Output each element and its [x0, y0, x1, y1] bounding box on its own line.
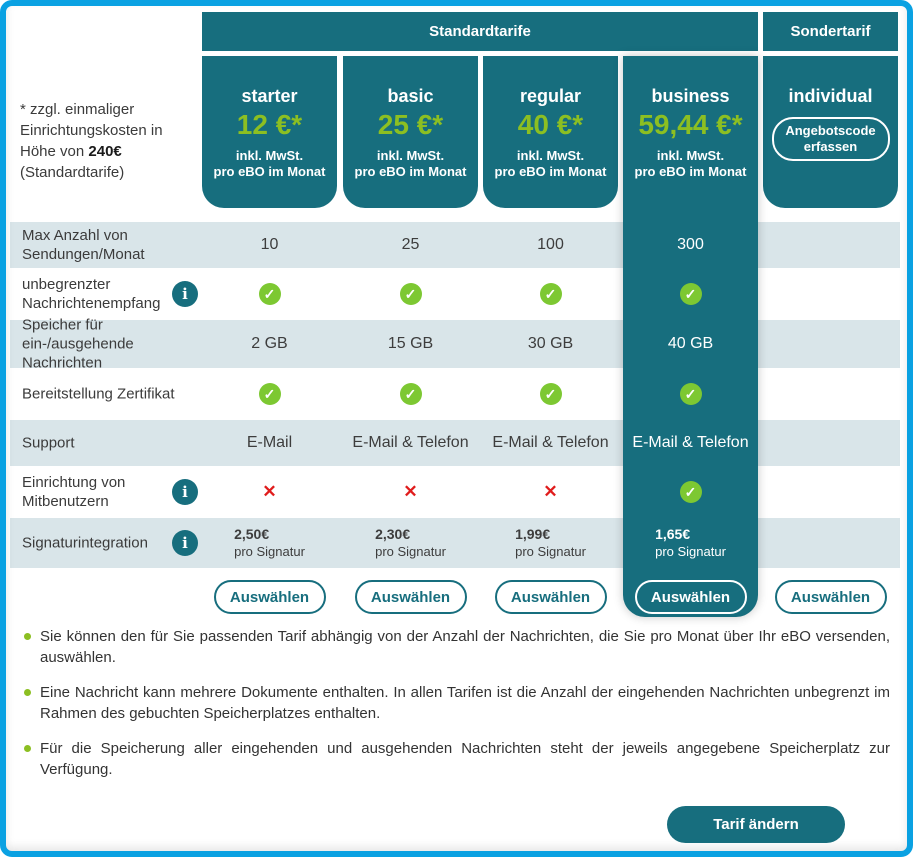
- feature-cell: 15 GB: [387, 335, 434, 352]
- feature-cell: 25: [401, 236, 420, 253]
- feature-cell: [403, 482, 417, 502]
- table-row: [10, 268, 900, 320]
- feature-cell: [543, 482, 557, 502]
- feature-cell: [259, 283, 281, 305]
- row-label: Einrichtung von Mitbenutzern: [22, 474, 126, 510]
- bullet-item: Eine Nachricht kann mehrere Dokumente enthalten. In allen Tarifen ist die Anzahl der eingehenden Nachrichten unbegrenzt im Rahmen des gebuchten Speicherplatzes enthalten.: [22, 682, 890, 724]
- table-row: [10, 466, 900, 518]
- feature-cell: [259, 383, 281, 405]
- check-icon: ✓: [680, 383, 702, 405]
- feature-cell: E-Mail & Telefon: [352, 434, 469, 451]
- plan-price: 25 €*: [377, 109, 444, 140]
- plan-card-basic: [343, 56, 478, 208]
- row-label: Speicher für ein-/ausgehende Nachrichten: [22, 316, 134, 372]
- plan-per-note: pro eBO im Monat: [213, 164, 326, 179]
- signature-price-cell: [234, 525, 305, 561]
- angebotscode-erfassen-button[interactable]: Angebotscode erfassen: [772, 117, 890, 161]
- feature-cell: 300: [677, 236, 704, 253]
- plan-name: regular: [519, 86, 582, 106]
- row-label: unbegrenzter Nachrichtenempfang: [22, 276, 161, 312]
- plan-per-note: pro eBO im Monat: [354, 164, 467, 179]
- plan-name: starter: [241, 86, 298, 106]
- feature-cell: E-Mail & Telefon: [632, 434, 749, 451]
- signature-price-unit: pro Signatur: [515, 544, 586, 559]
- plan-tax-note: inkl. MwSt.: [235, 148, 304, 163]
- plan-name: individual: [788, 86, 873, 106]
- tarif-aendern-button[interactable]: Tarif ändern: [667, 806, 845, 843]
- feature-cell: 10: [260, 236, 279, 253]
- bullet-item: Sie können den für Sie passenden Tarif abhängig von der Anzahl der Nachrichten, die Sie pro Monat über Ihr eBO versenden, auswählen.: [22, 626, 890, 668]
- auswaehlen-button-starter[interactable]: Auswählen: [214, 580, 326, 614]
- check-icon: ✓: [680, 283, 702, 305]
- feature-cell: 40 GB: [667, 335, 714, 352]
- check-icon: ✓: [540, 283, 562, 305]
- feature-cell: 30 GB: [527, 335, 574, 352]
- feature-cell: E-Mail: [246, 434, 293, 451]
- plan-name: basic: [387, 86, 434, 106]
- signature-price-amount: 1,99€: [515, 526, 551, 542]
- feature-cell: [680, 383, 702, 405]
- check-icon: ✓: [680, 481, 702, 503]
- note-text: * zzgl. einmaliger Einrichtungskosten in Höhe von: [20, 101, 163, 160]
- info-icon[interactable]: i: [172, 281, 198, 307]
- signature-price-unit: pro Signatur: [234, 544, 305, 559]
- signature-price-amount: 2,50€: [234, 526, 270, 542]
- check-icon: ✓: [259, 383, 281, 405]
- table-row: [10, 420, 900, 466]
- signature-price-cell: [655, 525, 726, 561]
- feature-cell: [680, 283, 702, 305]
- plan-card-starter: [202, 56, 337, 208]
- cross-icon: ✕: [403, 482, 418, 501]
- group-header-standardtarife: Standardtarife: [202, 12, 758, 51]
- row-label: Support: [22, 434, 75, 452]
- plan-name: business: [651, 86, 730, 106]
- info-bullet-list: [22, 626, 890, 794]
- auswaehlen-button-regular[interactable]: Auswählen: [495, 580, 607, 614]
- auswaehlen-button-business[interactable]: Auswählen: [635, 580, 747, 614]
- info-icon[interactable]: i: [172, 479, 198, 505]
- table-row: [10, 316, 900, 372]
- feature-cell: [262, 482, 276, 502]
- plan-card-individual: [763, 56, 898, 208]
- row-label: Bereitstellung Zertifikat: [22, 385, 175, 403]
- cross-icon: ✕: [262, 482, 277, 501]
- plan-price: 40 €*: [517, 109, 584, 140]
- bullet-item: Für die Speicherung aller eingehenden und ausgehenden Nachrichten steht der jeweils angegebene Speicherplatz zur Verfügung.: [22, 738, 890, 780]
- feature-cell: [540, 383, 562, 405]
- plan-tax-note: inkl. MwSt.: [516, 148, 585, 163]
- setup-cost-note: [20, 99, 192, 183]
- feature-cell: 2 GB: [251, 335, 288, 352]
- group-header-sondertarif: Sondertarif: [763, 12, 898, 51]
- plan-tax-note: inkl. MwSt.: [376, 148, 445, 163]
- plan-tax-note: inkl. MwSt.: [656, 148, 725, 163]
- signature-price-amount: 1,65€: [655, 526, 691, 542]
- feature-cell: [400, 383, 422, 405]
- row-label: Max Anzahl von Sendungen/Monat: [22, 227, 145, 263]
- signature-price-unit: pro Signatur: [375, 544, 446, 559]
- signature-price-unit: pro Signatur: [655, 544, 726, 559]
- table-row: [10, 222, 900, 268]
- signature-price-cell: [375, 525, 446, 561]
- plan-per-note: pro eBO im Monat: [494, 164, 607, 179]
- info-icon[interactable]: i: [172, 530, 198, 556]
- check-icon: ✓: [540, 383, 562, 405]
- feature-cell: [540, 283, 562, 305]
- note-bold-amount: 240€: [88, 143, 122, 160]
- signature-price-cell: [515, 525, 586, 561]
- auswaehlen-button-basic[interactable]: Auswählen: [355, 580, 467, 614]
- table-row: [10, 368, 900, 420]
- check-icon: ✓: [259, 283, 281, 305]
- feature-cell: 100: [537, 236, 564, 253]
- plan-card-regular: [483, 56, 618, 208]
- plan-per-note: pro eBO im Monat: [634, 164, 747, 179]
- signature-price-amount: 2,30€: [375, 526, 411, 542]
- table-row: [10, 518, 900, 568]
- check-icon: ✓: [400, 383, 422, 405]
- plan-column-business: [623, 56, 758, 617]
- note-text-suffix: (Standardtarife): [20, 164, 125, 181]
- feature-cell: [400, 283, 422, 305]
- auswaehlen-button-individual[interactable]: Auswählen: [775, 580, 887, 614]
- cross-icon: ✕: [543, 482, 558, 501]
- plan-header-business: [623, 56, 758, 180]
- feature-cell: E-Mail & Telefon: [492, 434, 609, 451]
- feature-cell: [680, 481, 702, 503]
- plan-price: 59,44 €*: [638, 109, 743, 140]
- check-icon: ✓: [400, 283, 422, 305]
- row-label: Signaturintegration: [22, 534, 148, 552]
- plan-price: 12 €*: [236, 109, 303, 140]
